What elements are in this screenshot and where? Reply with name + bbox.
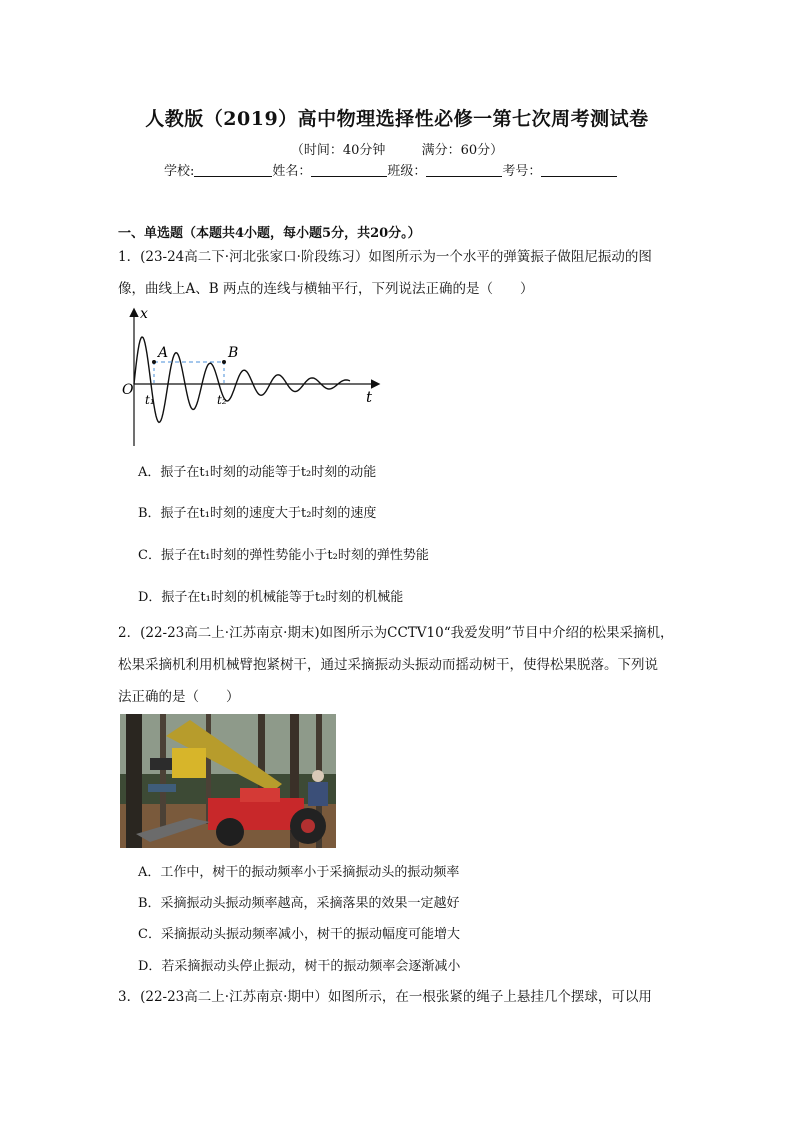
section-heading: 一、单选题（本题共4小题，每小题5分，共20分。） — [118, 226, 421, 241]
question-2-line-2: 松果采摘机利用机械臂抱紧树干，通过采摘振动头振动而摇动树干，使得松果脱落。下列说 — [118, 657, 658, 673]
exam-no-label: 考号： — [502, 164, 542, 179]
exam-score: 满分：60分） — [421, 143, 504, 158]
pine-cone-harvester-photo — [120, 714, 336, 848]
school-blank[interactable] — [194, 163, 272, 177]
exam-subtitle — [0, 139, 794, 158]
x-axis-label: x — [140, 306, 148, 322]
question-2-option-a[interactable]: A．工作中，树干的振动频率小于采摘振动头的振动频率 — [138, 865, 460, 880]
name-label: 姓名： — [272, 164, 312, 179]
exam-title: 人教版（2019）高中物理选择性必修一第七次周考测试卷 — [145, 108, 649, 130]
question-1-option-a[interactable]: A．振子在t₁时刻的动能等于t₂时刻的动能 — [138, 465, 377, 480]
question-1-option-d[interactable]: D．振子在t₁时刻的机械能等于t₂时刻的机械能 — [138, 590, 404, 605]
t1-label: t₁ — [145, 393, 155, 407]
student-info-line — [164, 160, 617, 179]
question-1-line-1: 1．(23-24高二下·河北张家口·阶段练习）如图所示为一个水平的弹簧振子做阻尼振动的图 — [118, 249, 652, 265]
question-2-line-3: 法正确的是（ ） — [118, 689, 240, 705]
question-1-line-2: 像，曲线上A、B 两点的连线与横轴平行，下列说法正确的是（ ） — [118, 281, 534, 297]
question-3-line-1: 3．(22-23高二上·江苏南京·期中）如图所示，在一根张紧的绳子上悬挂几个摆球，可以用 — [118, 989, 652, 1005]
question-2-option-b[interactable]: B．采摘振动头振动频率越高，采摘落果的效果一定越好 — [138, 896, 460, 911]
point-a — [152, 360, 156, 364]
question-2-option-d[interactable]: D．若采摘振动头停止振动，树干的振动频率会逐渐减小 — [138, 959, 461, 974]
name-blank[interactable] — [311, 163, 387, 177]
exam-no-blank[interactable] — [541, 163, 617, 177]
t2-label: t₂ — [217, 393, 227, 407]
question-1-option-c[interactable]: C．振子在t₁时刻的弹性势能小于t₂时刻的弹性势能 — [138, 548, 429, 563]
point-a-label: A — [158, 345, 169, 361]
damped-oscillation-graph — [114, 300, 394, 452]
point-b-label: B — [228, 345, 239, 361]
school-label: 学校: — [164, 164, 195, 179]
question-2-line-1: 2．(22-23高二上·江苏南京·期末)如图所示为CCTV10“我爱发明”节目中介绍的松果采摘机， — [118, 625, 674, 641]
class-label: 班级： — [387, 164, 427, 179]
exam-time: （时间：40分钟 — [290, 143, 386, 158]
question-1-option-b[interactable]: B．振子在t₁时刻的速度大于t₂时刻的速度 — [138, 506, 377, 521]
question-2-option-c[interactable]: C．采摘振动头振动频率减小，树干的振动幅度可能增大 — [138, 927, 460, 942]
class-blank[interactable] — [426, 163, 502, 177]
point-b — [222, 360, 226, 364]
t-axis-label: t — [366, 388, 373, 406]
origin-label: O — [122, 382, 134, 398]
